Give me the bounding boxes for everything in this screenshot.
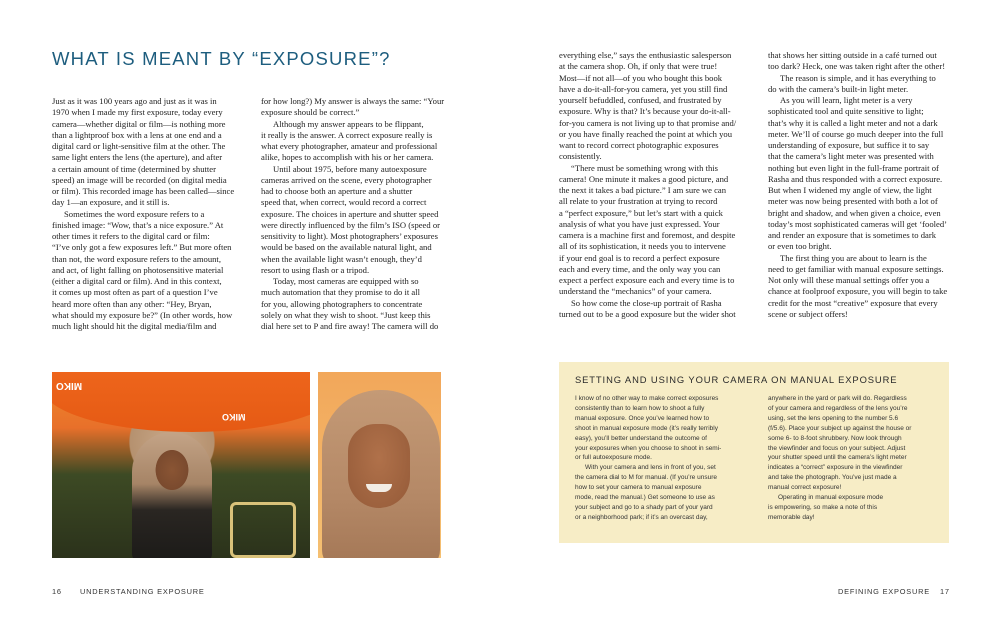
- text-line: much light should hit the digital media/film and: [52, 321, 217, 331]
- sidebar-column-1: [575, 394, 721, 523]
- text-line: camera! One minute it makes a good picture, and: [559, 173, 729, 184]
- text-line: would be based on the available natural light, and: [261, 242, 432, 253]
- text-line: your shutter speed until the camera’s light meter: [768, 454, 907, 462]
- text-line: Operating in manual exposure mode: [778, 494, 884, 502]
- text-line: today’s most sophisticated cameras will get ‘fooled’: [768, 218, 947, 229]
- sidebar-box: [559, 362, 949, 543]
- text-line: too dark? Heck, one was taken right after the other!: [768, 61, 946, 72]
- text-line: had to choose both an aperture and a shutter: [261, 186, 413, 196]
- text-line: finished image: “Wow, that’s a nice exposure.” At: [52, 219, 224, 230]
- right-page: [500, 0, 1000, 618]
- text-line: alike, hopes to accomplish with his or her camera.: [261, 152, 434, 163]
- folio-section-right: DEFINING EXPOSURE: [838, 587, 931, 596]
- text-line: But when I widened my angle of view, the light: [768, 185, 932, 195]
- text-line: exposure. The choices in aperture and shutter speed: [261, 208, 439, 219]
- text-line: all relate to your frustration at trying to record: [559, 196, 718, 207]
- text-line: exposure. Why is that? It’s because your do-it-all-: [559, 106, 731, 117]
- text-line: than a lightproof box with a lens at one end and a: [52, 129, 222, 140]
- text-line: turned out to be a good exposure but the wider shot: [559, 308, 736, 319]
- text-line: bright and shadow, and when given a choice, even: [768, 207, 941, 218]
- umbrella-sign-2: MIKO: [222, 412, 246, 422]
- folio-number-right: 17: [940, 587, 950, 596]
- text-line: camera is a machine first and foremost, and despite: [559, 230, 736, 240]
- text-line: easy), you’ll better understand the outcome of: [575, 434, 707, 442]
- photo-cafe-wide-shot: [52, 372, 310, 558]
- text-line: manual correct exposure!: [768, 484, 842, 492]
- text-line: (f/5.6). Place your subject up against the house or: [768, 424, 912, 432]
- text-line: cameras arrived on the scene, every photographer: [261, 174, 432, 185]
- text-line: meter. We’ll of course go much deeper into the full: [768, 128, 944, 139]
- text-line: The first thing you are about to learn is the: [780, 252, 927, 263]
- orange-umbrella: [52, 372, 310, 432]
- text-line: everything else,” says the enthusiastic salesperson: [559, 50, 732, 60]
- text-line: were directly influenced by the film’s ISO (speed or: [261, 219, 440, 230]
- text-line: memorable day!: [768, 513, 815, 521]
- text-line: camera—whether digital or film—is nothing more: [52, 118, 226, 129]
- text-line: consistently than to learn how to shoot a fully: [575, 404, 705, 412]
- text-line: Just as it was 100 years ago and just as it was in: [52, 96, 217, 106]
- text-line: sensitivity to light). Most photographers’ exposures: [261, 231, 438, 241]
- text-line: or even too bright.: [768, 241, 832, 252]
- text-line: that’s why it is called a light meter and not a dark: [768, 117, 938, 128]
- text-line: using, set the lens opening to the number 5.6: [768, 414, 899, 422]
- text-line: heard more often than any other: “Hey, Bryan,: [52, 298, 212, 309]
- text-line: indicates a “correct” exposure in the viewfinder: [768, 464, 903, 472]
- subject-figure: [132, 432, 212, 558]
- text-line: understand the “mechanics” of your camera.: [559, 286, 712, 297]
- cafe-chair: [230, 502, 296, 558]
- text-line: speed) an image will be recorded (on digital media: [52, 174, 227, 185]
- text-line: credit for the most “creative” exposure that every: [768, 297, 938, 308]
- text-line: what should my exposure be?” (In other words, how: [52, 309, 233, 320]
- text-line: consistently.: [559, 151, 602, 162]
- left-column-2: [261, 96, 444, 332]
- text-line: for how long?) My answer is always the same: “Your: [261, 96, 445, 106]
- text-line: or film). This recorded image has been called—since: [52, 186, 235, 196]
- text-line: for-you camera is not living up to that promise and/: [559, 117, 737, 128]
- text-line: I know of no other way to make correct exposures: [575, 395, 719, 402]
- text-line: nothing but even light in the full-frame portrait of: [768, 162, 939, 173]
- text-line: much automation that they promise to do it all: [261, 287, 420, 298]
- text-line: sophisticated tool and quite sensitive to light;: [768, 106, 924, 117]
- text-line: expect a perfect exposure each and every time is to: [559, 275, 735, 285]
- text-line: other times it refers to the digital card or film:: [52, 231, 210, 241]
- text-line: the camera dial to M for manual. (If you’re unsure: [575, 474, 717, 482]
- sidebar-column-2: [768, 394, 911, 523]
- text-line: chance at foolproof exposure, you will begin to take: [768, 286, 948, 297]
- text-line: day 1—an exposure, and it still is.: [52, 197, 170, 208]
- text-line: it really is the answer. A correct exposure really is: [261, 129, 433, 140]
- text-line: solely on what they wish to shoot. “Just keep this: [261, 309, 431, 320]
- text-line: and act, of light falling on photosensitive material: [52, 264, 224, 275]
- folio-section-left: UNDERSTANDING EXPOSURE: [80, 587, 205, 596]
- text-line: for you, allowing photographers to concentrate: [261, 298, 423, 309]
- photo-closeup-portrait: [318, 372, 441, 558]
- text-line: your subject and go to a shady part of your yard: [575, 503, 713, 511]
- text-line: So how come the close-up portrait of Rasha: [571, 297, 722, 308]
- text-line: some 6- to 8-foot shrubbery. Now look through: [768, 434, 902, 442]
- text-line: that the camera’s light meter was presented with: [768, 151, 934, 162]
- right-column-2: [768, 50, 947, 320]
- text-line: than not, the word exposure refers to the amount,: [52, 253, 221, 264]
- text-line: at the camera shop. Oh, if only that were true!: [559, 61, 718, 72]
- text-line: shoot in manual exposure mode (it’s really terribly: [575, 424, 718, 432]
- umbrella-sign: MIKO: [56, 380, 83, 391]
- text-line: anywhere in the yard or park will do. Regardless: [768, 395, 907, 402]
- face: [348, 424, 410, 508]
- text-line: dial here set to P and fire away! The camera will do: [261, 321, 439, 331]
- text-line: yourself befuddled, confused, and frustrated by: [559, 95, 722, 105]
- smile: [366, 484, 392, 492]
- text-line: Sometimes the word exposure refers to a: [64, 208, 205, 219]
- text-line: Until about 1975, before many autoexposure: [273, 163, 427, 174]
- text-line: Today, most cameras are equipped with so: [273, 276, 419, 286]
- text-line: Although my answer appears to be flippant,: [273, 118, 424, 129]
- text-line: and take the photograph. You’ve just made a: [768, 474, 897, 482]
- text-line: that shows her sitting outside in a café turned out: [768, 50, 937, 60]
- text-line: digital card or light-sensitive film at the other. The: [52, 141, 226, 151]
- text-line: what every photographer, amateur and professional: [261, 141, 438, 151]
- text-line: same light enters the lens (the aperture), and after: [52, 152, 223, 163]
- text-line: Rasha and thus responded with a correct exposure.: [768, 173, 943, 184]
- text-line: scene or subject offers!: [768, 308, 848, 319]
- text-line: or you have finally reached the point at which you: [559, 128, 733, 139]
- text-line: Not only will these manual settings offer you a: [768, 275, 930, 285]
- text-line: 1970 when I made my first exposure, today every: [52, 107, 223, 118]
- text-line: resort to using flash or a tripod.: [261, 264, 370, 275]
- text-line: meter was now being presented with both a lot of: [768, 196, 938, 207]
- text-line: or full autoexposure mode.: [575, 454, 652, 462]
- text-line: is empowering, so make a note of this: [768, 503, 878, 511]
- text-line: a certain amount of time (determined by shutter: [52, 163, 216, 174]
- text-line: the next it takes a bad picture.” I am sure we can: [559, 185, 727, 195]
- right-column-1: [559, 50, 736, 320]
- text-line: (either a digital card or film). And in this context,: [52, 276, 222, 286]
- text-line: have a do-it-all-for-you camera, yet you still find: [559, 83, 728, 94]
- folio-number-left: 16: [52, 587, 62, 596]
- page-title: WHAT IS MEANT BY “EXPOSURE”?: [52, 48, 391, 69]
- text-line: your exposures when you choose to shoot in semi-: [575, 444, 722, 452]
- text-line: exposure should be correct.”: [261, 107, 360, 118]
- text-line: need to get familiar with manual exposure settings.: [768, 263, 944, 274]
- text-line: want to record correct photographic exposures: [559, 140, 719, 150]
- text-line: mode, read the manual.) Get someone to use as: [575, 494, 715, 502]
- text-line: if your end goal is to record a perfect exposure: [559, 252, 720, 263]
- text-line: each and every time, and the only way you can: [559, 263, 721, 274]
- text-line: all of its sophistication, it needs you to intervene: [559, 241, 726, 252]
- text-line: As you will learn, light meter is a very: [780, 95, 913, 105]
- text-line: do with the camera’s built-in light meter.: [768, 83, 909, 94]
- text-line: and render an exposure that is sometimes to dark: [768, 230, 937, 240]
- text-line: speed that, when correct, would record a correct: [261, 197, 427, 208]
- text-line: Most—if not all—of you who bought this book: [559, 72, 723, 83]
- text-line: or a neighborhood park; if it’s an overcast day,: [575, 513, 708, 521]
- sidebar-title: SETTING AND USING YOUR CAMERA ON MANUAL EXPOSURE: [575, 374, 898, 385]
- text-line: “I’ve only got a few exposures left.” But more often: [52, 242, 232, 253]
- text-line: how to set your camera to manual exposure: [575, 484, 702, 492]
- text-line: “There must be something wrong with this: [571, 162, 719, 173]
- text-line: the viewfinder and focus on your subject. Adjust: [768, 444, 906, 452]
- text-line: manual exposure. Once you’ve learned how to: [575, 414, 710, 422]
- text-line: of your camera and regardless of the lens you’re: [768, 404, 908, 412]
- text-line: analysis of what you have just expressed. Your: [559, 218, 720, 229]
- text-line: a “perfect exposure,” but let’s start with a quick: [559, 207, 723, 218]
- text-line: when the available light wasn’t enough, they’d: [261, 253, 422, 264]
- text-line: understanding of exposure, but suffice it to say: [768, 140, 930, 150]
- text-line: With your camera and lens in front of you, set: [585, 464, 716, 472]
- left-column-1: [52, 96, 234, 332]
- text-line: it comes up most often as part of a question I’ve: [52, 287, 218, 298]
- text-line: The reason is simple, and it has everything to: [780, 72, 936, 83]
